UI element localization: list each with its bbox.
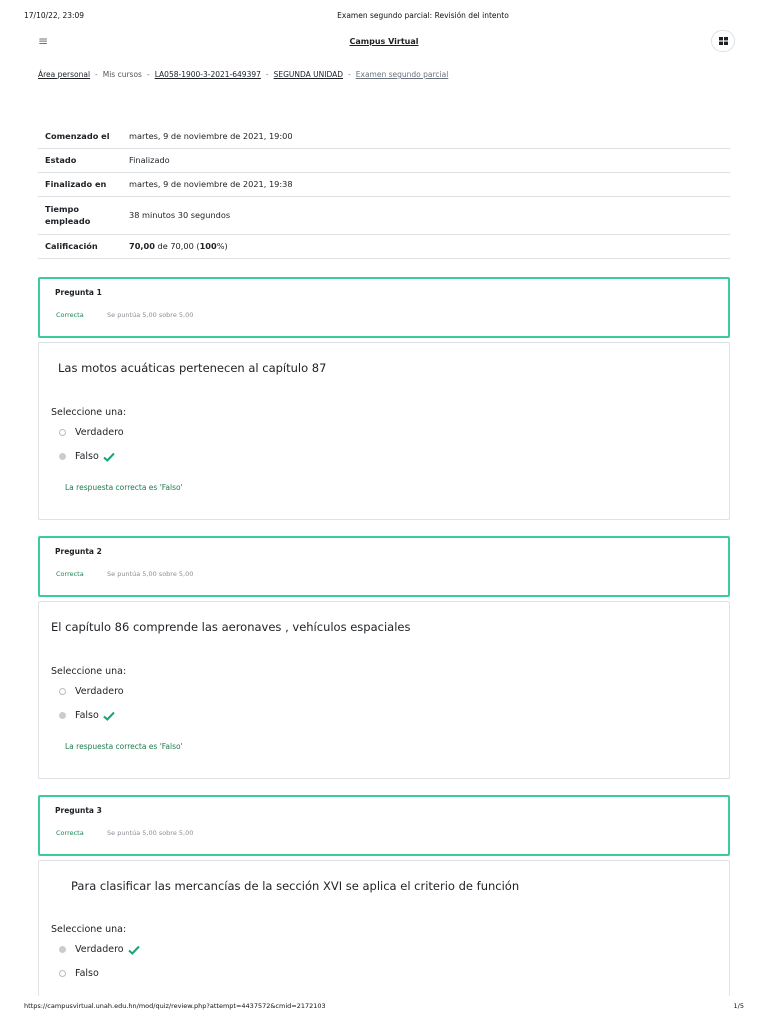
answer-option-falso[interactable] (59, 968, 99, 979)
option-label: Falso (75, 710, 99, 721)
breadcrumb-item-quiz[interactable]: Examen segundo parcial (355, 70, 449, 79)
print-title: Examen segundo parcial: Revisión del intento (337, 11, 509, 20)
question-1-info (38, 277, 730, 338)
grade-score: 70,00 (129, 241, 155, 251)
summary-label: Comenzado el (38, 124, 122, 148)
summary-value: martes, 9 de noviembre de 2021, 19:38 (122, 172, 730, 196)
question-state: Correcta (56, 570, 84, 578)
radio-button[interactable] (59, 688, 66, 695)
option-label: Verdadero (75, 427, 124, 438)
question-text: Las motos acuáticas pertenecen al capítulo 87 (58, 361, 327, 375)
breadcrumb (38, 70, 448, 79)
breadcrumb-separator: - (348, 70, 351, 79)
answer-prompt: Seleccione una: (51, 924, 127, 935)
check-icon (128, 945, 140, 955)
grade-of: de 70,00 ( (154, 241, 200, 251)
radio-button-selected[interactable] (59, 712, 66, 719)
option-label: Falso (75, 451, 99, 462)
question-3-content (38, 860, 730, 996)
question-text: El capítulo 86 comprende las aeronaves , vehículos espaciales (51, 620, 411, 634)
check-icon (103, 711, 115, 721)
breadcrumb-separator: - (265, 70, 269, 79)
answer-prompt: Seleccione una: (51, 407, 127, 418)
page-url: https://campusvirtual.unah.edu.hn/mod/quiz/review.php?attempt=4437572&cmid=2172103 (24, 1002, 326, 1010)
right-answer: La respuesta correcta es 'Falso' (65, 742, 183, 751)
summary-value: Finalizado (122, 148, 730, 172)
answer-option-falso[interactable] (59, 710, 115, 721)
question-grade: Se puntúa 5,00 sobre 5,00 (107, 311, 194, 319)
print-date: 17/10/22, 23:09 (24, 11, 85, 20)
summary-value: martes, 9 de noviembre de 2021, 19:00 (122, 124, 730, 148)
summary-label: Calificación (38, 234, 122, 258)
breadcrumb-item-my-courses: Mis cursos (102, 70, 142, 79)
breadcrumb-separator: - (95, 70, 98, 79)
question-number: Pregunta 2 (55, 547, 102, 556)
summary-value (122, 234, 730, 258)
radio-button-selected[interactable] (59, 453, 66, 460)
print-footer (24, 1002, 744, 1010)
right-answer: La respuesta correcta es 'Falso' (65, 483, 183, 492)
question-grade: Se puntúa 5,00 sobre 5,00 (107, 829, 194, 837)
summary-value: 38 minutos 30 segundos (122, 196, 730, 234)
answer-option-falso[interactable] (59, 451, 115, 462)
radio-button[interactable] (59, 429, 66, 436)
breadcrumb-item-section[interactable]: SEGUNDA UNIDAD (273, 70, 344, 79)
summary-row-time (38, 196, 730, 234)
option-label: Verdadero (75, 944, 124, 955)
option-label: Verdadero (75, 686, 124, 697)
question-1-content (38, 342, 730, 520)
summary-row-started (38, 124, 730, 148)
summary-label: Finalizado en (38, 172, 122, 196)
question-text: Para clasificar las mercancías de la sección XVI se aplica el criterio de función (71, 879, 520, 893)
breadcrumb-separator: - (146, 70, 150, 79)
grid-menu-button[interactable] (711, 30, 735, 52)
site-title[interactable]: Campus Virtual (349, 37, 419, 46)
question-number: Pregunta 1 (55, 288, 102, 297)
radio-button[interactable] (59, 970, 66, 977)
radio-button-selected[interactable] (59, 946, 66, 953)
question-grade: Se puntúa 5,00 sobre 5,00 (107, 570, 194, 578)
summary-row-finished (38, 172, 730, 196)
question-number: Pregunta 3 (55, 806, 102, 815)
hamburger-icon[interactable]: ≡ (38, 34, 49, 48)
question-2-info (38, 536, 730, 597)
attempt-summary-table (38, 124, 730, 259)
grade-percent: 100 (199, 241, 217, 251)
question-2-content (38, 601, 730, 779)
summary-row-grade (38, 234, 730, 258)
option-label: Falso (75, 968, 99, 979)
question-state: Correcta (56, 829, 84, 837)
summary-row-state (38, 148, 730, 172)
page-number: 1/5 (733, 1002, 744, 1010)
grade-close: %) (216, 241, 228, 251)
question-3-info (38, 795, 730, 856)
breadcrumb-item-dashboard[interactable]: Área personal (38, 70, 91, 79)
summary-label: Estado (38, 148, 122, 172)
grid-icon (719, 37, 728, 45)
question-state: Correcta (56, 311, 84, 319)
check-icon (103, 452, 115, 462)
answer-option-verdadero[interactable] (59, 686, 124, 697)
breadcrumb-item-course[interactable]: LA058-1900-3-2021-649397 (154, 70, 261, 79)
answer-prompt: Seleccione una: (51, 666, 127, 677)
summary-label: Tiempo empleado (38, 196, 122, 234)
answer-option-verdadero[interactable] (59, 427, 124, 438)
answer-option-verdadero[interactable] (59, 944, 140, 955)
